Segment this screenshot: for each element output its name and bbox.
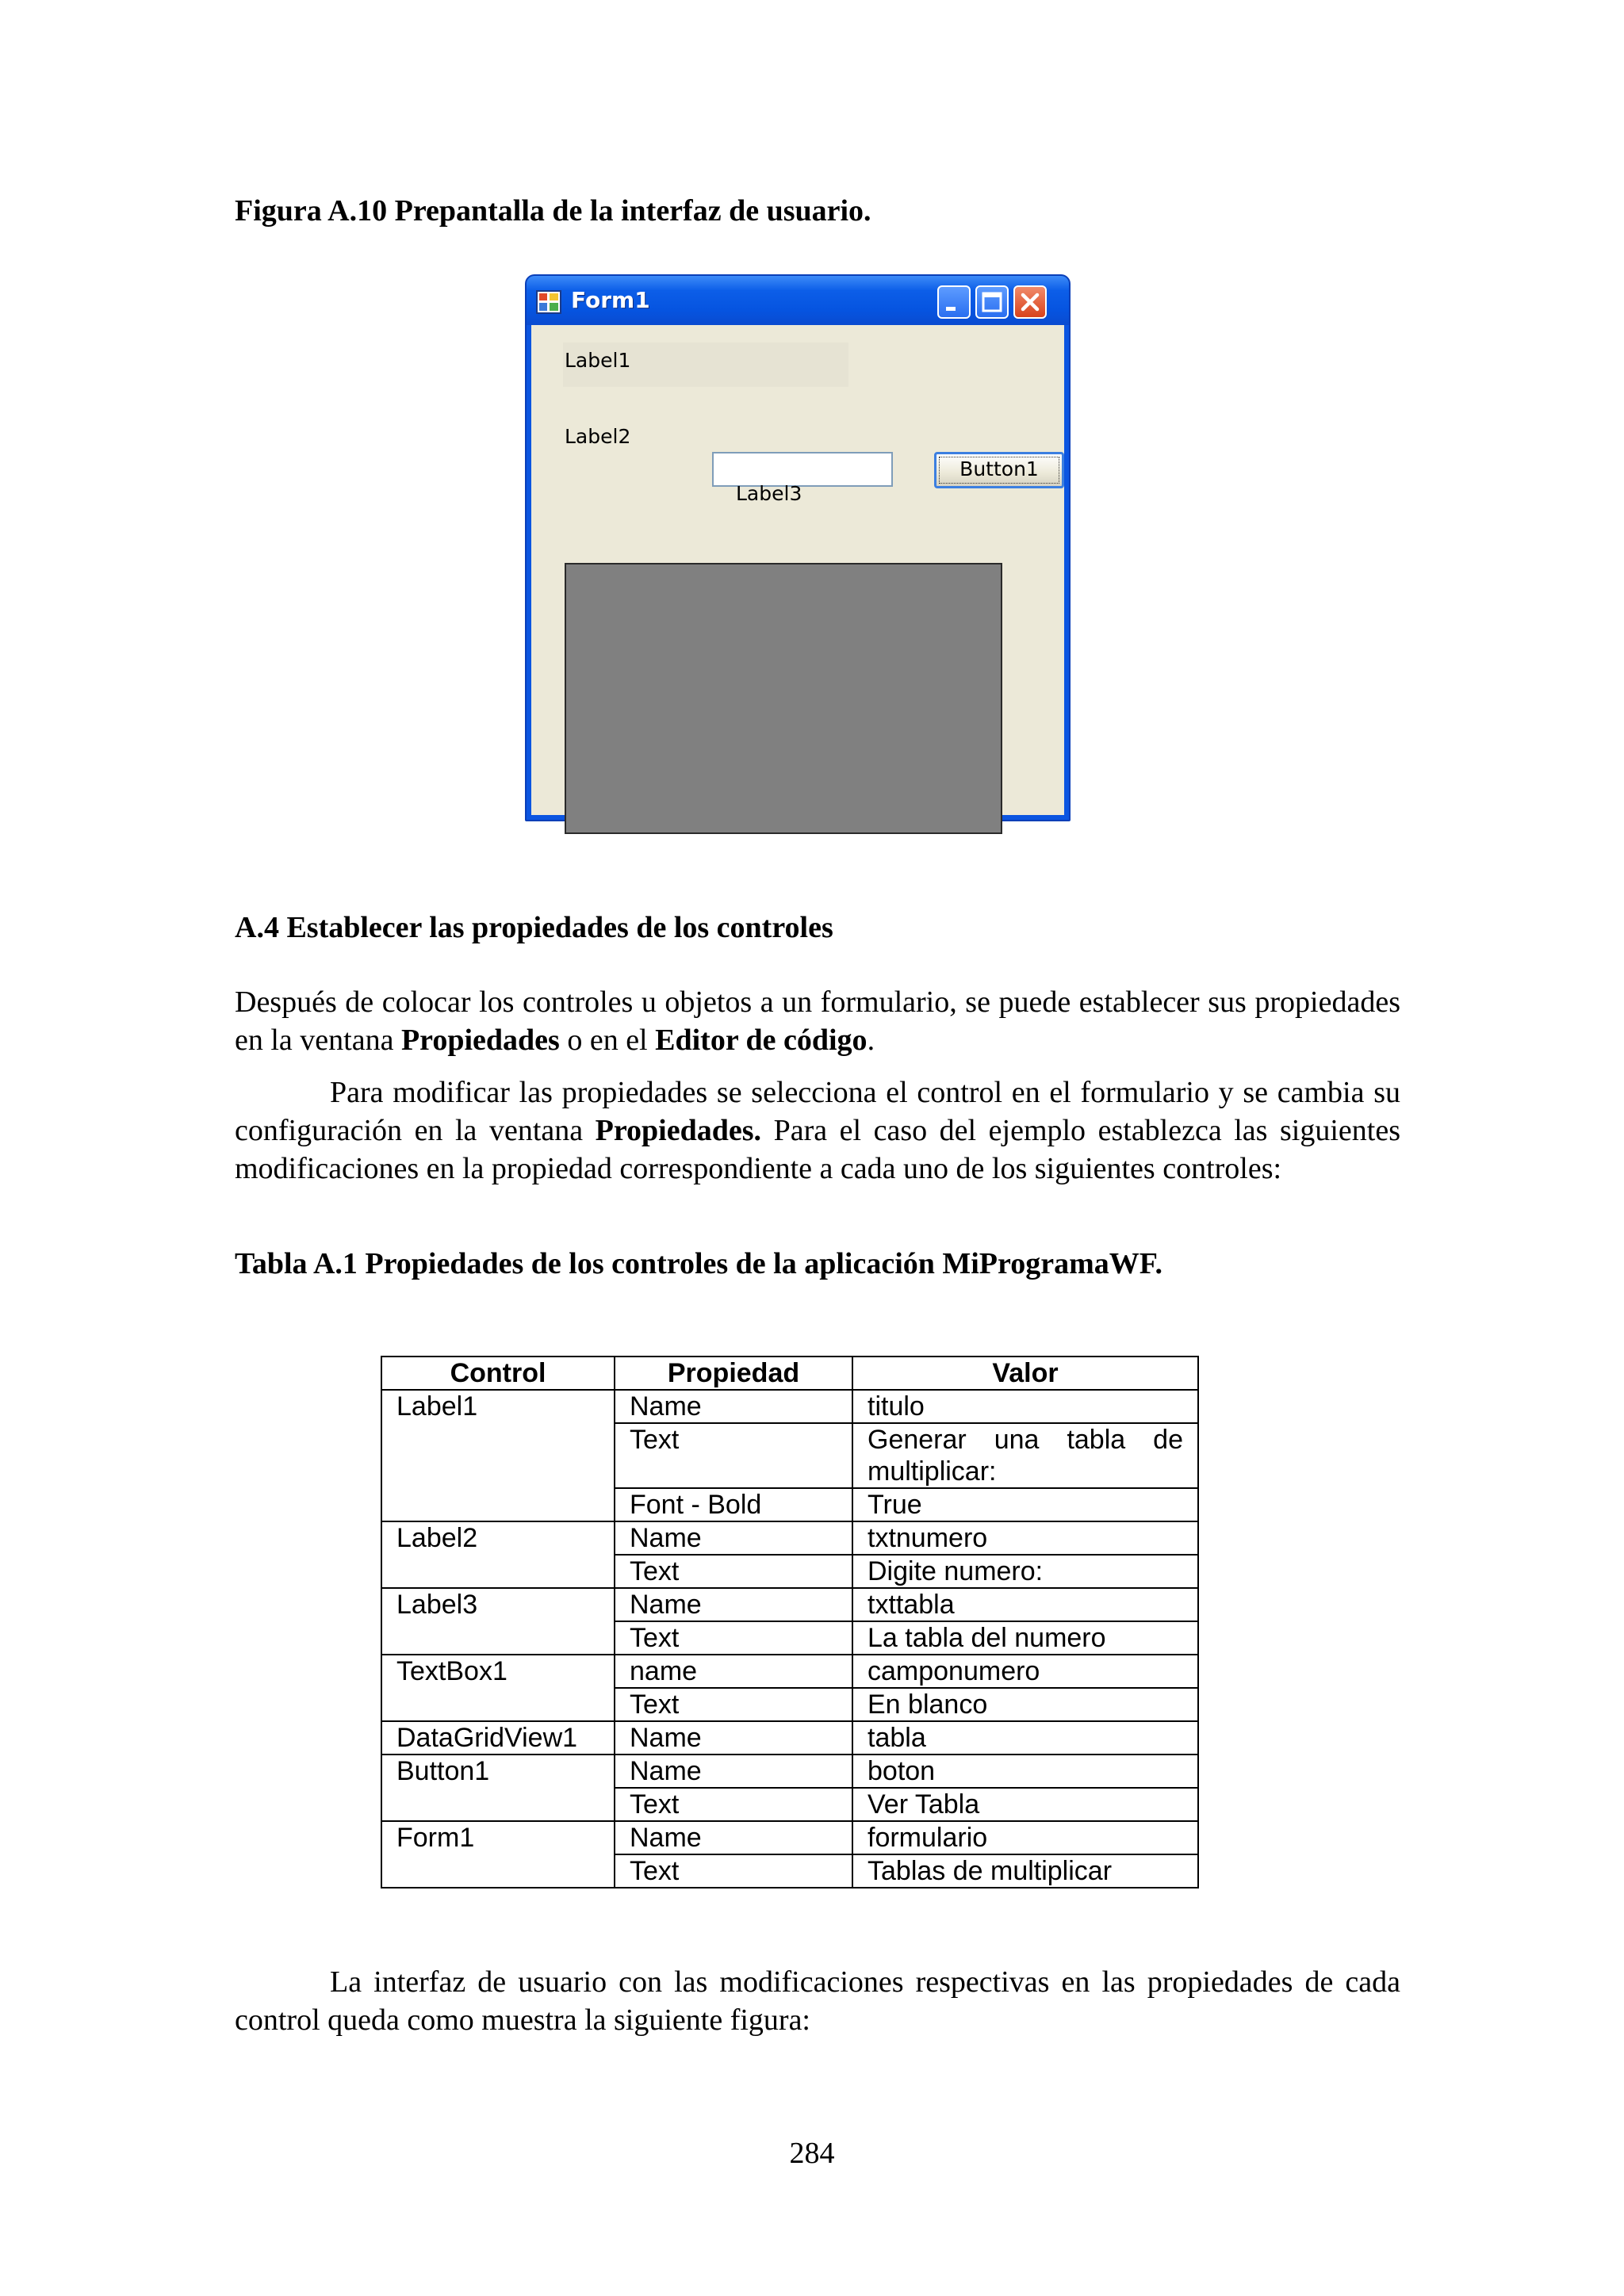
- datagridview1[interactable]: [565, 563, 1002, 834]
- cell-propiedad: Text: [615, 1621, 852, 1655]
- paragraph-2-text-a: Para modificar las propiedades se selecciona el control en el formulario y se cambia su configuración en la ventana: [235, 1076, 1400, 1147]
- table-row: [381, 1588, 1198, 1621]
- paragraph-2-bold-propiedades: Propiedades.: [595, 1114, 762, 1147]
- properties-table: [381, 1356, 1199, 1888]
- cell-control: Button1: [381, 1755, 615, 1788]
- table-row: [381, 1423, 1198, 1488]
- form-icon: [536, 290, 561, 314]
- table-row: [381, 1821, 1198, 1854]
- cell-control: DataGridView1: [381, 1721, 615, 1755]
- cell-propiedad: name: [615, 1655, 852, 1688]
- cell-valor: True: [852, 1488, 1198, 1521]
- form-client-area: [531, 325, 1064, 815]
- paragraph-3: La interfaz de usuario con las modificaciones respectivas en las propiedades de cada control queda como muestra la siguiente figura:: [235, 1965, 1400, 2037]
- cell-valor: Digite numero:: [852, 1555, 1198, 1588]
- cell-valor: tabla: [852, 1721, 1198, 1755]
- cell-control: [381, 1423, 615, 1488]
- cell-valor: Generar una tabla de multiplicar:: [852, 1423, 1198, 1488]
- table-header-row: [381, 1357, 1198, 1390]
- maximize-icon: [977, 287, 1007, 317]
- cell-propiedad: Text: [615, 1854, 852, 1888]
- paragraph-1-text-a: Después de colocar los controles u objetos a un formulario, se puede establecer sus propiedades en la ventana: [235, 985, 1400, 1057]
- table-row: [381, 1555, 1198, 1588]
- paragraph-1-text-b: o en el: [559, 1024, 656, 1057]
- cell-valor: camponumero: [852, 1655, 1198, 1688]
- form1-window: [525, 274, 1071, 821]
- cell-propiedad: Name: [615, 1755, 852, 1788]
- paragraph-2-text-b: Para el caso del ejemplo establezca las siguientes modificaciones en la propiedad correspondiente a cada uno de los siguientes controles:: [235, 1114, 1400, 1185]
- cell-propiedad: Name: [615, 1721, 852, 1755]
- cell-valor: Tablas de multiplicar: [852, 1854, 1198, 1888]
- cell-valor: formulario: [852, 1821, 1198, 1854]
- header-propiedad: Propiedad: [615, 1357, 852, 1390]
- cell-control: [381, 1621, 615, 1655]
- paragraph-1: [235, 983, 1400, 1059]
- cell-propiedad: Text: [615, 1555, 852, 1588]
- table-row: [381, 1688, 1198, 1721]
- cell-propiedad: Name: [615, 1588, 852, 1621]
- cell-valor: txtnumero: [852, 1521, 1198, 1555]
- button1-focus-rect: [939, 457, 1059, 484]
- label2: Label2: [565, 425, 631, 448]
- paragraph-2: [235, 1073, 1400, 1188]
- cell-propiedad: Name: [615, 1390, 852, 1423]
- button1-label: Button1: [959, 457, 1039, 480]
- close-button[interactable]: [1013, 285, 1047, 319]
- window-title: Form1: [571, 287, 650, 313]
- maximize-button[interactable]: [975, 285, 1009, 319]
- cell-propiedad: Name: [615, 1821, 852, 1854]
- cell-propiedad: Text: [615, 1688, 852, 1721]
- section-heading: A.4 Establecer las propiedades de los controles: [235, 911, 833, 944]
- table-row: [381, 1390, 1198, 1423]
- cell-valor: Ver Tabla: [852, 1788, 1198, 1821]
- cell-propiedad: Text: [615, 1423, 852, 1488]
- close-icon: [1015, 287, 1045, 317]
- cell-propiedad: Name: [615, 1521, 852, 1555]
- table-row: [381, 1621, 1198, 1655]
- paragraph-1-bold-propiedades: Propiedades: [400, 1024, 560, 1057]
- figure-caption: Figura A.10 Prepantalla de la interfaz de usuario.: [235, 194, 871, 228]
- cell-control: Form1: [381, 1821, 615, 1854]
- table-row: [381, 1788, 1198, 1821]
- minimize-icon: [939, 287, 969, 317]
- cell-valor: La tabla del numero: [852, 1621, 1198, 1655]
- table-row: [381, 1854, 1198, 1888]
- table-row: [381, 1655, 1198, 1688]
- label1: Label1: [565, 349, 631, 372]
- table-caption: Tabla A.1 Propiedades de los controles de la aplicación MiProgramaWF.: [235, 1247, 1162, 1280]
- cell-control: [381, 1854, 615, 1888]
- cell-control: Label1: [381, 1390, 615, 1423]
- cell-propiedad: Font - Bold: [615, 1488, 852, 1521]
- cell-propiedad: Text: [615, 1788, 852, 1821]
- header-control: Control: [381, 1357, 615, 1390]
- window-title-bar[interactable]: [527, 276, 1069, 325]
- paragraph-1-bold-editor: Editor de código: [655, 1024, 868, 1057]
- table-row: [381, 1755, 1198, 1788]
- cell-control: TextBox1: [381, 1655, 615, 1688]
- minimize-button[interactable]: [937, 285, 971, 319]
- cell-control: [381, 1488, 615, 1521]
- cell-valor: En blanco: [852, 1688, 1198, 1721]
- cell-valor: boton: [852, 1755, 1198, 1788]
- cell-control: [381, 1788, 615, 1821]
- cell-control: [381, 1688, 615, 1721]
- button1[interactable]: [934, 452, 1064, 488]
- table-row: [381, 1521, 1198, 1555]
- cell-valor: titulo: [852, 1390, 1198, 1423]
- label3: Label3: [736, 482, 802, 505]
- cell-control: [381, 1555, 615, 1588]
- cell-control: Label2: [381, 1521, 615, 1555]
- paragraph-1-text-c: .: [867, 1024, 875, 1057]
- cell-control: Label3: [381, 1588, 615, 1621]
- page-number: 284: [789, 2137, 835, 2170]
- cell-valor: txttabla: [852, 1588, 1198, 1621]
- table-row: [381, 1488, 1198, 1521]
- table-row: [381, 1721, 1198, 1755]
- header-valor: Valor: [852, 1357, 1198, 1390]
